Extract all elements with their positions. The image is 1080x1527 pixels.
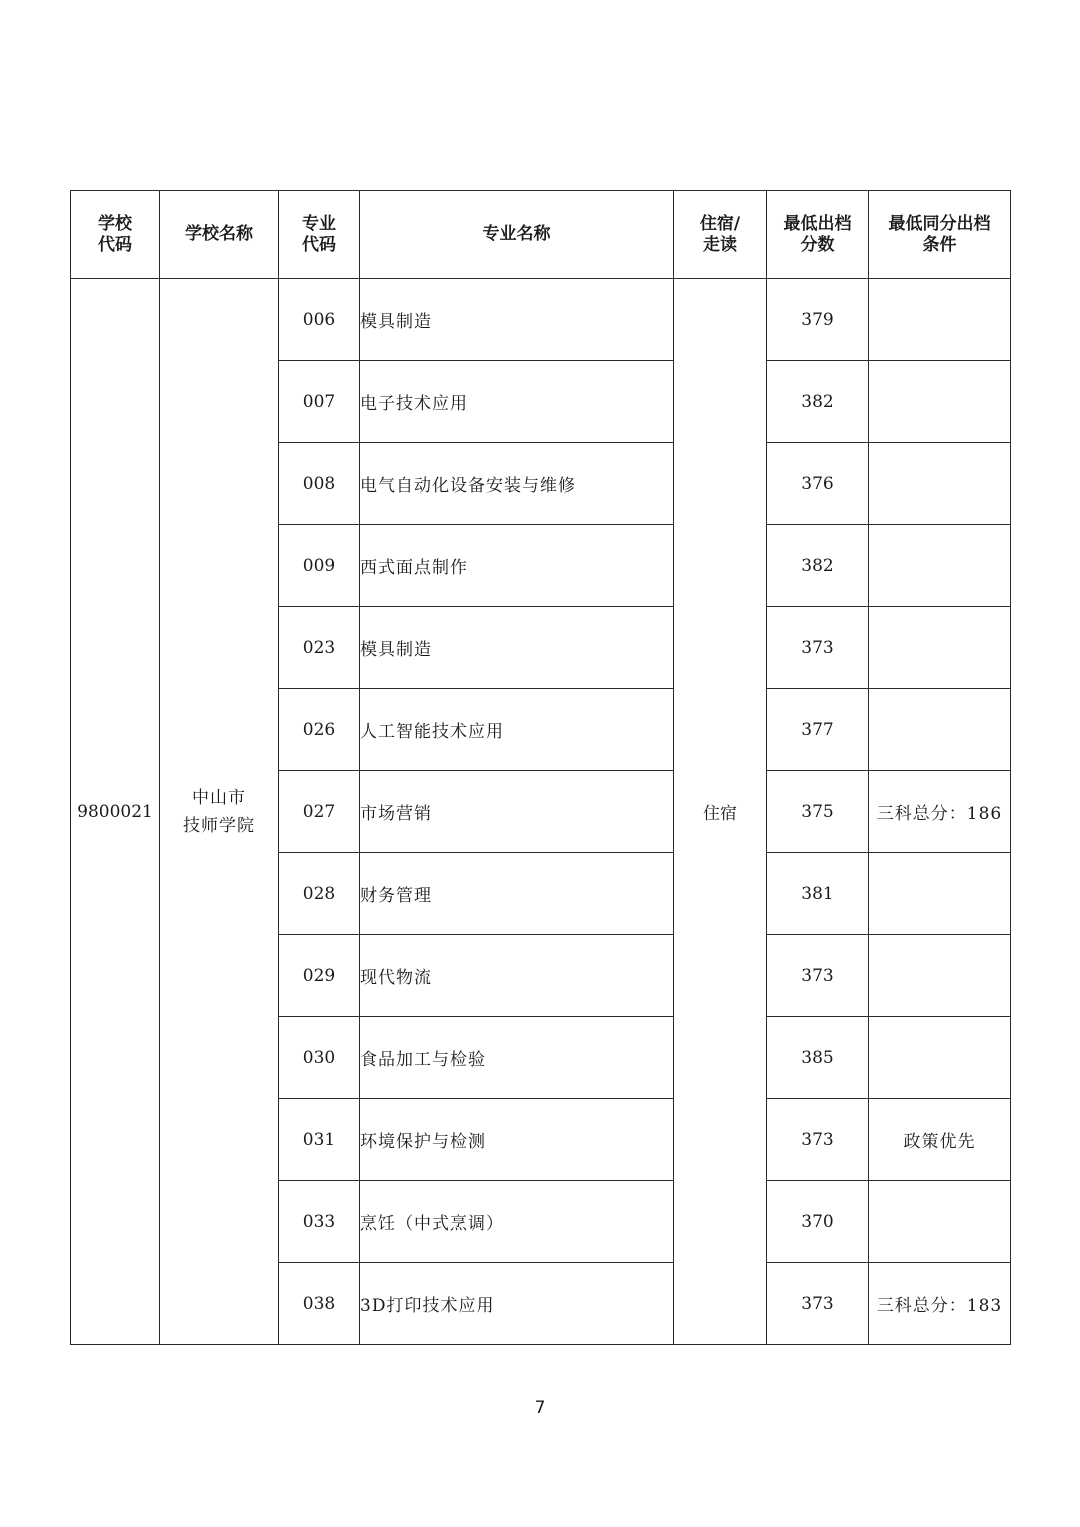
tie-condition-cell xyxy=(869,443,1011,525)
min-score-cell: 373 xyxy=(767,935,869,1017)
tie-condition-cell: 三科总分：183 xyxy=(869,1263,1011,1345)
major-name-cell: 市场营销 xyxy=(360,771,674,853)
major-name-cell: 财务管理 xyxy=(360,853,674,935)
tie-condition-cell xyxy=(869,607,1011,689)
tie-condition-cell xyxy=(869,935,1011,1017)
school-name-cell: 中山市 技师学院 xyxy=(160,279,279,1345)
tie-condition-cell: 政策优先 xyxy=(869,1099,1011,1181)
header-boarding: 住宿/ 走读 xyxy=(674,191,767,279)
min-score-cell: 373 xyxy=(767,1099,869,1181)
header-min-score: 最低出档 分数 xyxy=(767,191,869,279)
major-name-cell: 食品加工与检验 xyxy=(360,1017,674,1099)
tie-condition-cell xyxy=(869,361,1011,443)
tie-condition-cell: 三科总分：186 xyxy=(869,771,1011,853)
major-name-cell: 环境保护与检测 xyxy=(360,1099,674,1181)
major-name-cell: 西式面点制作 xyxy=(360,525,674,607)
tie-condition-cell xyxy=(869,279,1011,361)
header-major-code: 专业 代码 xyxy=(279,191,360,279)
major-name-cell: 电气自动化设备安装与维修 xyxy=(360,443,674,525)
min-score-cell: 375 xyxy=(767,771,869,853)
header-school-code: 学校 代码 xyxy=(71,191,160,279)
min-score-cell: 381 xyxy=(767,853,869,935)
table-row xyxy=(71,279,1011,361)
tie-condition-cell xyxy=(869,853,1011,935)
admission-score-table xyxy=(70,190,1011,1345)
header-tie-condition: 最低同分出档 条件 xyxy=(869,191,1011,279)
major-code-cell: 009 xyxy=(279,525,360,607)
min-score-cell: 377 xyxy=(767,689,869,771)
major-name-cell: 烹饪（中式烹调） xyxy=(360,1181,674,1263)
major-name-cell: 现代物流 xyxy=(360,935,674,1017)
major-code-cell: 038 xyxy=(279,1263,360,1345)
major-code-cell: 028 xyxy=(279,853,360,935)
min-score-cell: 379 xyxy=(767,279,869,361)
min-score-cell: 373 xyxy=(767,607,869,689)
min-score-cell: 385 xyxy=(767,1017,869,1099)
tie-condition-cell xyxy=(869,689,1011,771)
major-code-cell: 027 xyxy=(279,771,360,853)
major-code-cell: 030 xyxy=(279,1017,360,1099)
major-name-cell: 人工智能技术应用 xyxy=(360,689,674,771)
major-code-cell: 023 xyxy=(279,607,360,689)
major-name-cell: 3D打印技术应用 xyxy=(360,1263,674,1345)
header-row xyxy=(71,191,1011,279)
tie-condition-cell xyxy=(869,1017,1011,1099)
major-code-cell: 026 xyxy=(279,689,360,771)
major-code-cell: 029 xyxy=(279,935,360,1017)
major-code-cell: 031 xyxy=(279,1099,360,1181)
min-score-cell: 382 xyxy=(767,361,869,443)
tie-condition-cell xyxy=(869,1181,1011,1263)
boarding-cell: 住宿 xyxy=(674,279,767,1345)
page-number: 7 xyxy=(534,1398,546,1418)
major-code-cell: 007 xyxy=(279,361,360,443)
table-body xyxy=(71,279,1011,1345)
min-score-cell: 382 xyxy=(767,525,869,607)
major-code-cell: 033 xyxy=(279,1181,360,1263)
major-code-cell: 006 xyxy=(279,279,360,361)
major-name-cell: 模具制造 xyxy=(360,607,674,689)
tie-condition-cell xyxy=(869,525,1011,607)
major-name-cell: 模具制造 xyxy=(360,279,674,361)
header-school-name: 学校名称 xyxy=(160,191,279,279)
min-score-cell: 376 xyxy=(767,443,869,525)
min-score-cell: 370 xyxy=(767,1181,869,1263)
min-score-cell: 373 xyxy=(767,1263,869,1345)
school-code-cell: 9800021 xyxy=(71,279,160,1345)
major-name-cell: 电子技术应用 xyxy=(360,361,674,443)
header-major-name: 专业名称 xyxy=(360,191,674,279)
major-code-cell: 008 xyxy=(279,443,360,525)
